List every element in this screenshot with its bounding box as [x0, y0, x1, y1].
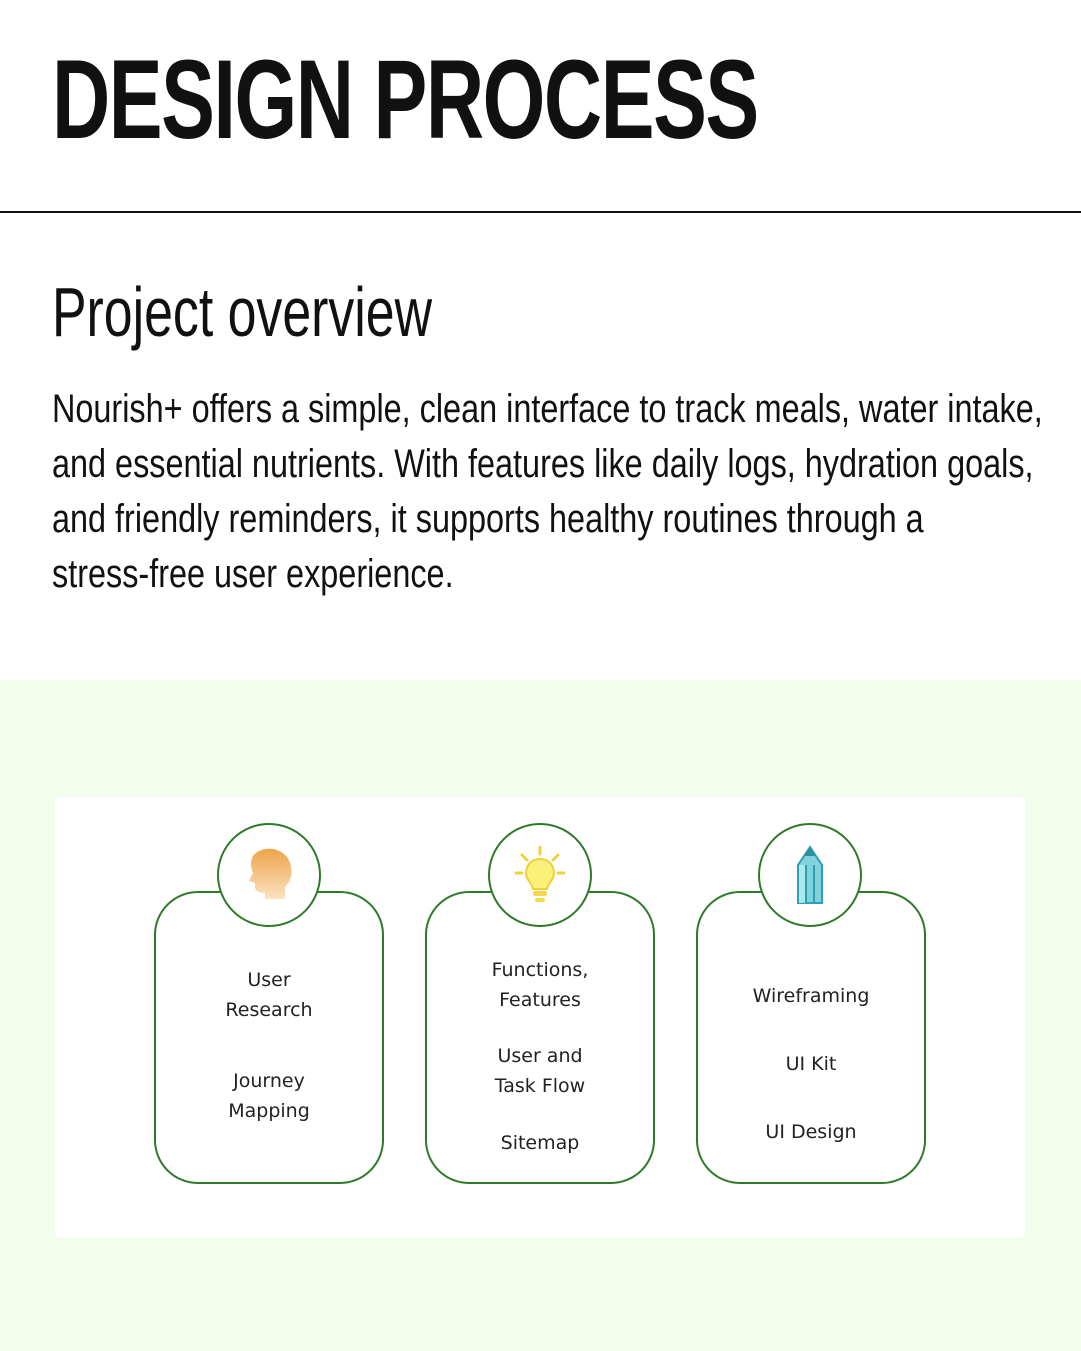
card-item-text: Wireframing: [752, 985, 870, 1007]
overview-line: stress-free user experience.: [52, 552, 454, 596]
lightbulb-icon: [508, 843, 572, 907]
card-item-text: Sitemap: [500, 1132, 580, 1154]
page-title: DESIGN PROCESS: [52, 37, 758, 162]
overview-line: and essential nutrients. With features like daily logs, hydration goals,: [52, 442, 1034, 486]
divider: [0, 211, 1081, 213]
overview-line: and friendly reminders, it supports healthy routines through a: [52, 497, 924, 541]
card-item-text: Journey Mapping: [228, 1070, 310, 1122]
card-item-text: User Research: [225, 969, 313, 1021]
card-item-text: Functions, Features: [491, 959, 589, 1011]
card-item-text: UI Design: [765, 1121, 857, 1143]
card-item-text: User and Task Flow: [494, 1045, 586, 1097]
process-badge-ideation: [488, 823, 592, 927]
process-card-research: [154, 891, 384, 1184]
card-item-text: UI Kit: [785, 1053, 837, 1075]
head-icon: [237, 843, 301, 907]
process-badge-research: [217, 823, 321, 927]
overview-body: [52, 382, 1052, 602]
overview-line: Nourish+ offers a simple, clean interface to track meals, water intake,: [52, 387, 1043, 431]
pencil-icon: [778, 843, 842, 907]
process-badge-design: [758, 823, 862, 927]
overview-heading: Project overview: [52, 273, 433, 351]
